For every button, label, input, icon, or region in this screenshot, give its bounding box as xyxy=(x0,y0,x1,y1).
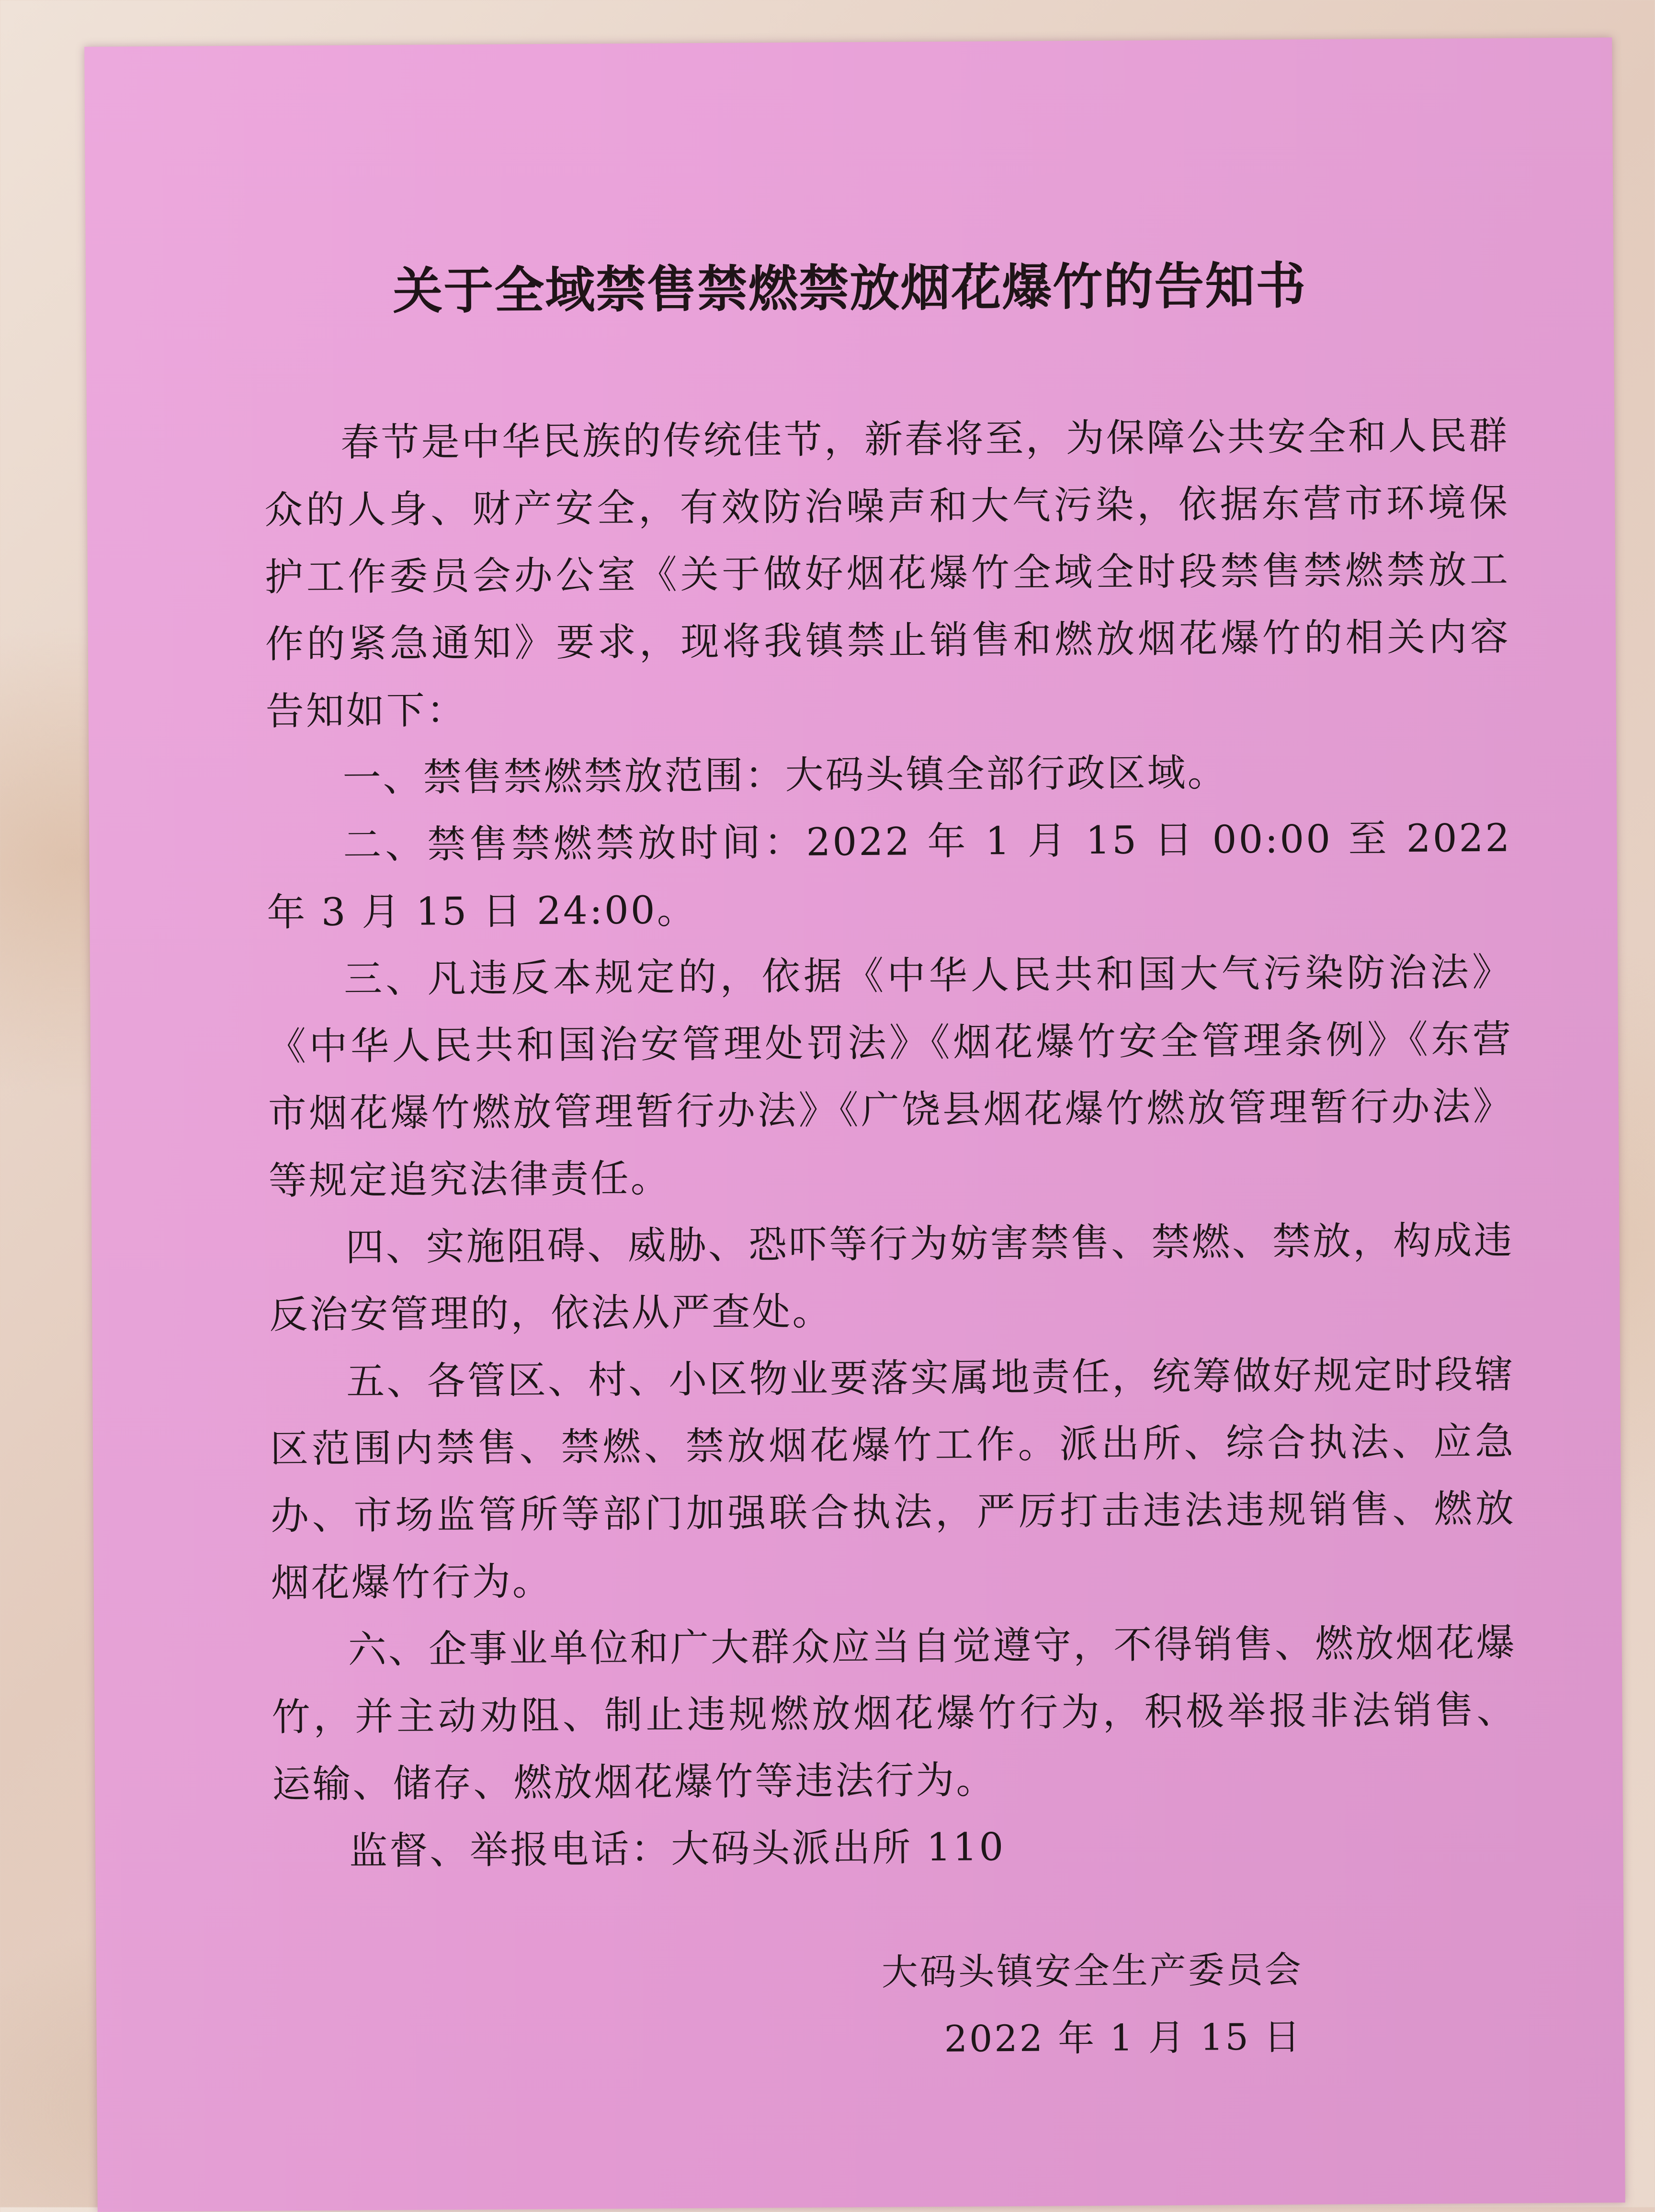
item-period: 二、禁售禁燃禁放时间：2022 年 1 月 15 日 00:00 至 2022 年 3 月 15 日 24:00。 xyxy=(266,815,1512,935)
hotline-paragraph: 监督、举报电话：大码头派出所 110 xyxy=(349,1824,1006,1873)
notice-paper xyxy=(84,37,1625,2212)
item-responsibility: 五、各管区、村、小区物业要落实属地责任，统筹做好规定时段辖区范围内禁售、禁燃、禁放烟花爆竹工作。派出所、综合执法、应急办、市场监管所等部门加强联合执法，严厉打击违法违规销售、燃放烟花爆竹行为。 xyxy=(270,1352,1516,1606)
item-scope: 一、禁售禁燃禁放范围：大码头镇全部行政区域。 xyxy=(342,750,1228,800)
item-public-duty: 六、企事业单位和广大群众应当自觉遵守，不得销售、燃放烟花爆竹，并主动劝阻、制止违规燃放烟花爆竹行为，积极举报非法销售、运输、储存、燃放烟花爆竹等违法行为。 xyxy=(272,1620,1517,1807)
signature-block xyxy=(766,1935,1485,2074)
notice-title: 关于全域禁售禁燃禁放烟花爆竹的告知书 xyxy=(392,256,1307,320)
intro-paragraph: 春节是中华民族的传统佳节，新春将至，为保障公共安全和人民群众的人身、财产安全，有效防治噪声和大气污染，依据东营市环境保护工作委员会办公室《关于做好烟花爆竹全域全时段禁售禁燃禁放工作的紧急通知》要求，现将我镇禁止销售和燃放烟花爆竹的相关内容告知如下： xyxy=(264,413,1511,734)
issue-date: 2022 年 1 月 15 日 xyxy=(944,2015,1303,2060)
issuer-name: 大码头镇安全生产委员会 xyxy=(881,1948,1304,1994)
item-obstruction: 四、实施阻碍、威胁、恐吓等行为妨害禁售、禁燃、禁放，构成违反治安管理的，依法从严查处。 xyxy=(269,1218,1514,1337)
notice-body xyxy=(264,402,1518,1885)
item-legal-basis: 三、凡违反本规定的，依据《中华人民共和国大气污染防治法》《中华人民共和国治安管理处罚法》《烟花爆竹安全管理条例》《东营市烟花爆竹燃放管理暂行办法》《广饶县烟花爆竹燃放管理暂行办法》等规定追究法律责任。 xyxy=(267,949,1514,1203)
